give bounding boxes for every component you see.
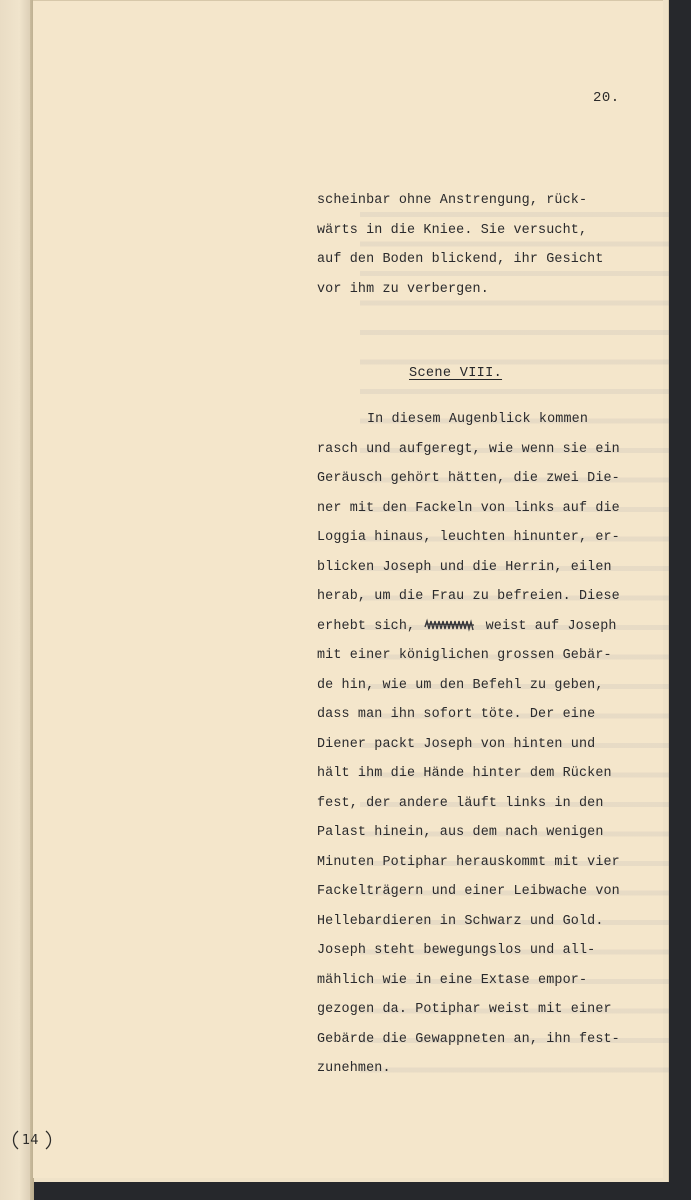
text-line: mit einer königlichen grossen Gebär- [317,648,612,663]
text-line: auf den Boden blickend, ihr Gesicht [317,252,604,267]
scene-paragraph [317,405,667,1084]
adjacent-page-edge [0,0,32,1200]
text-line: Gebärde die Gewappneten an, ihn fest- [317,1031,620,1047]
text-line: In diesem Augenblick kommen [367,412,589,427]
archive-folio-number: 14 [22,1133,39,1148]
text-line: Loggia hinaus, leuchten hinunter, er- [317,530,620,545]
text-line: Geräusch gehört hätten, die zwei Die- [317,471,620,486]
text-line: mählich wie in eine Extase empor- [317,972,588,988]
text-line: zunehmen. [317,1061,391,1076]
text-line: blicken Joseph und die Herrin, eilen [317,559,612,575]
intro-text [317,186,662,304]
text-line: hält ihm die Hände hinter dem Rücken [317,766,612,781]
text-fragment: weist auf Joseph [477,618,617,634]
page-number: 20. [593,90,620,106]
text-line: herab, um die Frau zu befreien. Diese [317,589,620,604]
scene-heading: Scene VIII. [409,366,503,381]
text-fragment: erhebt sich, [317,618,416,634]
text-line: Hellebardieren in Schwarz und Gold. [317,913,604,929]
text-line: rasch und aufgeregt, wie wenn sie ein [317,441,620,457]
text-line: gezogen da. Potiphar weist mit einer [317,1002,612,1017]
text-line-with-strikeout [317,612,667,642]
text-line: dass man ihn sofort töte. Der eine [317,707,596,722]
text-line: wärts in die Kniee. Sie versucht, [317,222,588,238]
text-line: fest, der andere läuft links in den [317,795,604,811]
text-line: ner mit den Fackeln von links auf die [317,500,620,516]
text-line: de hin, wie um den Befehl zu geben, [317,677,604,693]
text-line: vor ihm zu verbergen. [317,281,489,297]
text-line: Diener packt Joseph von hinten und [317,736,596,752]
text-line: scheinbar ohne Anstrengung, rück- [317,193,588,208]
text-line: Minuten Potiphar herauskommt mit vier [317,854,620,870]
text-line: Joseph steht bewegungslos und all- [317,943,596,958]
struck-out-word [423,618,477,632]
text-line: Palast hinein, aus dem nach wenigen [317,825,604,840]
text-line: Fackelträgern und einer Leibwache von [317,884,620,899]
